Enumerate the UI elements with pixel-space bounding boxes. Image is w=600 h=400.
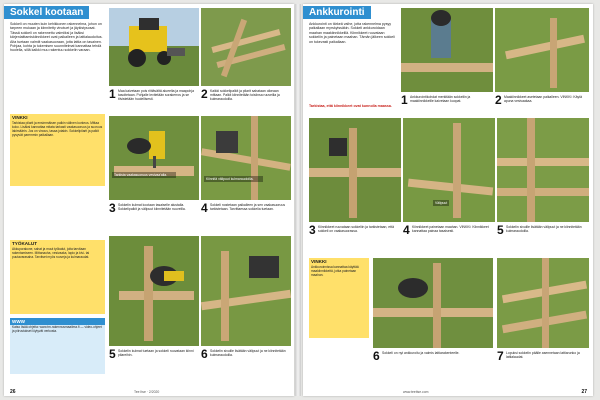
step-number: 4 <box>201 201 208 215</box>
footer-text: www.teeitse.com <box>403 390 429 394</box>
gutter <box>295 4 301 396</box>
right-title: Ankkurointi <box>303 6 371 19</box>
right-step-7 <box>497 350 589 386</box>
photo-anchoring-2 <box>495 8 589 92</box>
tyokalut-title: TYÖKALUT <box>12 241 38 246</box>
step-number: 3 <box>309 223 316 237</box>
step-text: Maa kaivetaan pois riittävältä alueelta ja maapohja tasoitetaan. Pohjalle levitetään sorakerros ja se tiivistetään huolellisesti. <box>118 89 194 102</box>
right-vinkki-box <box>309 258 369 338</box>
right-highlight <box>309 104 397 108</box>
photo-caption: Välipuut <box>435 201 448 205</box>
step-text: Sokkelin kulmat tuetaan ja sokkeli ruuvataan kiinni pilareihin. <box>118 349 194 358</box>
tyokalut-text: Akkuporakone, sahat ja muut työkalut, joita tarvitaan rakentamiseen. Mittanauha, vesivaaka, lapio ja kivi- tai puutavarasaha. Tarvitset myös ruuveja ja kulmaraudat. <box>12 247 90 259</box>
step-text: Sokkeli on nyt ankkuroitu ja valmis lattiarakenteelle. <box>382 351 460 355</box>
step-text: Lopuksi sokkelin päälle asennetaan lattiarunko ja lattialaudat. <box>506 351 580 360</box>
step-text: Kaikki sokkelipalkit ja pilarit sahataan oikeaan mittaan. Palkit kiinnitetään toisiinsa ruuveilla ja kulmaraudoilla. <box>210 89 280 102</box>
photo-tractor <box>109 8 199 86</box>
left-intro: Sokkeli on muuten kuin kehikkonen rakennelma, johon on tarpeen mukaan ja kiinnitetty vinotuet ja jäykistysosat. Tässä sokkeli on rakennettu valmiiksi ja lisäksi kärjenlaittamiskiinnikkeet ovat paikalleen ja lattialaudoitus. Alta tuetaan valmiit vaakasuoraan, jotta lattia on tasainen. Pohjaa, kohta ja tukemisen suunnitelmat kannattaa tehdä huolella, sillä kaikki muu rakentuu sokkelin varaan. <box>10 22 103 53</box>
right-intro: Ankkurointi on tärkeä vaihe, jotta rakennelma pysyy paikallaan myrskyissäkin. Sokkeli ankkuroidaan maahan maakiinnikkeillä. Kiinnikkeet ruuvataan sokkeliin ja painetaan maahan. Tämän jälkeen sokkeli on tukevasti paikallaan. <box>309 22 395 44</box>
page-number: 27 <box>581 389 587 395</box>
right-step-3 <box>309 224 401 254</box>
step-text: Kiinnikkeet ruuvataan sokkeliin ja tarkistetaan, että sokkeli on vaakasuorassa. <box>318 225 394 234</box>
www-title: WWW <box>10 318 105 325</box>
step-number: 4 <box>403 223 410 237</box>
tyokalut-box <box>10 240 105 314</box>
photo-anchoring-4 <box>403 118 495 222</box>
photo-anchoring-1 <box>401 8 493 92</box>
left-step-6 <box>201 348 291 386</box>
step-number: 6 <box>373 349 380 363</box>
step-number: 5 <box>109 347 116 361</box>
right-step-2 <box>495 94 589 118</box>
left-page <box>4 4 294 396</box>
photo-anchoring-7 <box>497 258 589 348</box>
step-text: Sokkelin sivuille lisätään välipuut ja ne kiinnitetään kulmaraudoilla. <box>210 349 286 358</box>
left-step-1 <box>109 88 199 112</box>
step-text: Sokkeli nostetaan paikalleen ja sen vaakasuoruus tarkistetaan. Tarvittaessa sokkelia tuetaan. <box>210 203 286 212</box>
photo-anchoring-5 <box>497 118 589 222</box>
right-step-1 <box>401 94 493 118</box>
left-title: Sokkel kootaan <box>4 6 89 19</box>
vinkki-text: Ankkuroinnissa kannattaa käyttää maakiinnikkeitä, jotka painetaan maahan. <box>311 265 359 277</box>
step-number: 6 <box>201 347 208 361</box>
vinkki-title: VINKKI <box>12 115 28 120</box>
www-box <box>10 318 105 374</box>
right-step-4 <box>403 224 495 254</box>
highlight-text: Tarkistaa, että kiinnikkeet ovat kunnolla maassa. <box>309 104 392 108</box>
www-text: Katso lisää ohjeita: www.tm-rakennusmaailma.fi — video-ohjeet ja piirustukset löytyvät verkosta. <box>12 325 102 333</box>
page-number: 26 <box>10 389 16 395</box>
photo-wood-frame <box>201 8 291 86</box>
photo-anchoring-3 <box>309 118 401 222</box>
footer-text: Tee Itse · 2/2020 <box>134 390 160 394</box>
step-text: Sokkelin sivuille lisätään välipuut ja ne kiinnitetään kulmaraudoilla. <box>506 225 582 234</box>
vinkki-title: VINKKI <box>311 259 327 264</box>
step-number: 5 <box>497 223 504 237</box>
left-step-5 <box>109 348 199 386</box>
photo-anchoring-6 <box>373 258 493 348</box>
left-step-2 <box>201 88 291 112</box>
right-page <box>303 4 593 396</box>
step-text: Sokkelin kulmat kootaan tasaiselle alustalla. Sokkelipalkit ja välipuut kiinnitetään ruuveilla. <box>118 203 186 212</box>
step-text: Ankkurointikohdat merkitään sokkeliin ja maakiinnikkeille kaivetaan kuopat. <box>410 95 471 104</box>
left-step-3 <box>109 202 199 232</box>
vinkki-text: Tarkistaa pilarit ja ensimmäisen palkin välinen korkeus. Mittaa koko. Lisäksi kannattaa mitata tarkasti vaakasuoruus ja suoruus lakimäärin. Jos on vinous, tasaa jotakin. Sokkelipilarit ja palkit pysyvät paremmin paikallaan. <box>12 121 103 137</box>
photo-caption: Tarkista vaakasuoruus vesivaa'alla. <box>112 172 176 178</box>
photo-hands-screwing <box>109 236 199 346</box>
right-step-6 <box>373 350 493 386</box>
photo-measuring <box>201 236 291 346</box>
step-number: 1 <box>401 93 408 107</box>
step-text: Kiinnikkeet painetaan maahan. VINKKI: Kiinnikkeet kannattaa painaa tasaisesti. <box>412 225 489 234</box>
step-number: 3 <box>109 201 116 215</box>
step-number: 1 <box>109 87 116 101</box>
vinkki-box <box>10 114 105 186</box>
photo-frame-assembly <box>201 116 291 200</box>
right-step-5 <box>497 224 589 254</box>
left-step-4 <box>201 202 291 232</box>
step-text: Maakiinnikkeet asetetaan paikalleen. VINKKI: Käytä apuna vesivaakaa. <box>504 95 583 104</box>
step-number: 7 <box>497 349 504 363</box>
step-number: 2 <box>201 87 208 101</box>
photo-drilling <box>109 116 199 200</box>
step-number: 2 <box>495 93 502 107</box>
photo-caption: Kiinnitä välipuut kulmaraudoilla. <box>204 176 263 182</box>
